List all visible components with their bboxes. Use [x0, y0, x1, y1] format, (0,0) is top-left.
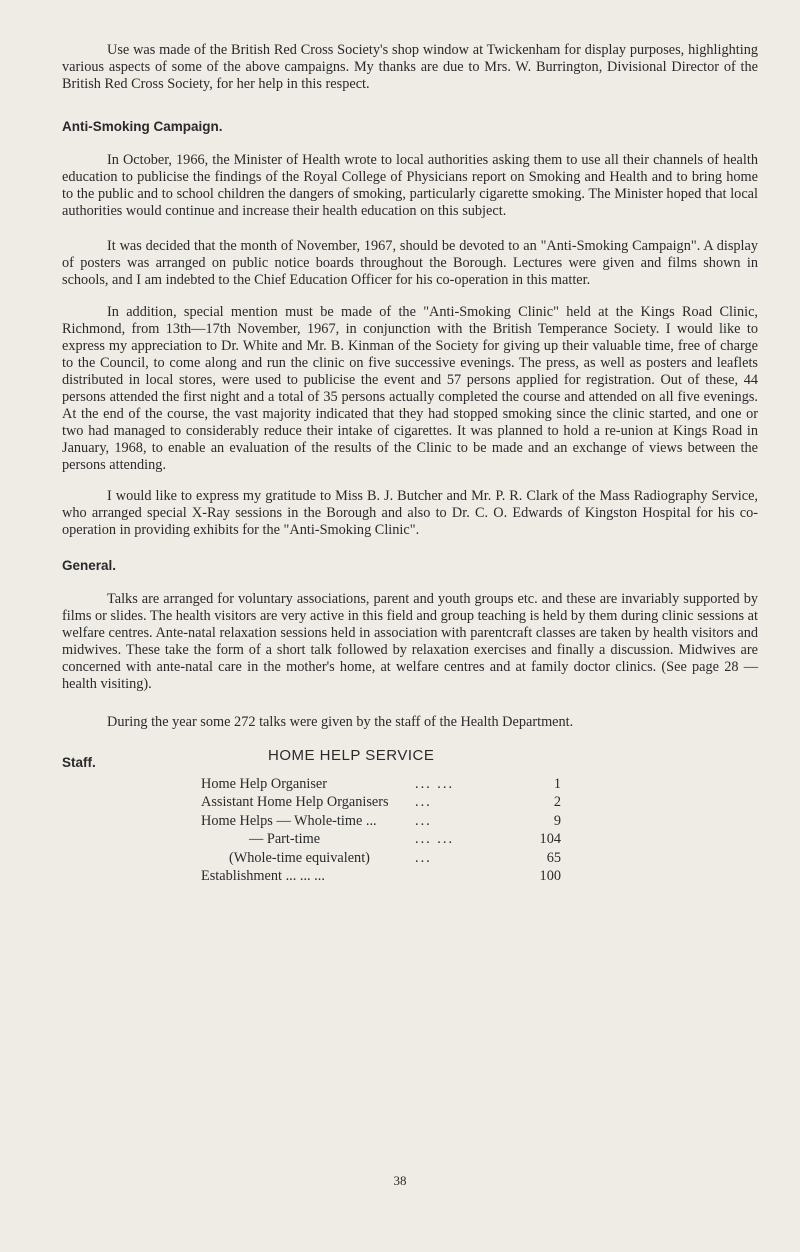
leader-dots: ... ...: [415, 776, 455, 792]
table-row: [201, 830, 561, 848]
paragraph-minister-letter: In October, 1966, the Minister of Health wrote to local authorities asking them to use all their channels of health education to publicise the findings of the Royal College of Physicians report on Smoking and Health and to bring home to the public and to school children the dangers of smoking, particularly cigarette smoking. The Minister hoped that local authorities would continue and increase their health education on this subject.: [62, 152, 758, 219]
leader-dots: [415, 867, 503, 885]
table-row: [201, 849, 561, 867]
document-page: [62, 42, 758, 885]
leader-dots: ...: [415, 812, 432, 829]
paragraph-gratitude: I would like to express my gratitude to Miss B. J. Butcher and Mr. P. R. Clark of the Mass Radiography Service, who arranged special X-Ray sessions in the Borough and also to Dr. C. O. Edwards of Kingston Hospital for his co-operation in providing exhibits for the "Anti-Smoking Clinic".: [62, 488, 758, 538]
staff-table: [201, 775, 561, 885]
staff-count: 100: [539, 868, 561, 885]
heading-staff: Staff.: [62, 755, 96, 770]
heading-home-help-service: HOME HELP SERVICE: [268, 747, 435, 764]
staff-count: 104: [539, 831, 561, 848]
heading-general: General.: [62, 558, 117, 573]
staff-count: 65: [546, 849, 561, 866]
staff-role-label: Home Helps — Whole-time ...: [201, 812, 377, 829]
staff-count: 1: [553, 776, 561, 792]
staff-role-label: Home Help Organiser: [201, 776, 327, 792]
leader-dots: ...: [415, 849, 432, 866]
staff-role-label: Assistant Home Help Organisers: [201, 794, 389, 811]
staff-header-row: [62, 747, 758, 771]
table-row: [201, 793, 561, 811]
staff-role-label: Establishment ... ... ...: [201, 868, 325, 885]
leader-dots: ... ...: [415, 831, 455, 848]
page-number: 38: [393, 1173, 407, 1188]
table-row: [201, 775, 561, 793]
table-row: [201, 867, 561, 885]
staff-role-label: — Part-time: [249, 831, 321, 848]
staff-count: 9: [553, 812, 561, 829]
staff-role-label: (Whole-time equivalent): [229, 849, 370, 866]
leader-dots: ...: [415, 794, 432, 811]
staff-count: 2: [553, 794, 561, 811]
paragraph-talks-arranged: Talks are arranged for voluntary associations, parent and youth groups etc. and these are invariably supported by films or slides. The health visitors are very active in this field and group teaching is held by them during clinic sessions at welfare centres. Ante-natal relaxation sessions held in association with parentcraft classes are taken by health visitors and midwives. These take the form of a short talk followed by relaxation exercises and finally a discussion. Midwives are concerned with ante-natal care in the mother's home, at welfare centres and at family doctor clinics. (See page 28 — health visiting).: [62, 591, 758, 692]
table-row: [201, 812, 561, 830]
paragraph-red-cross-window: Use was made of the British Red Cross Society's shop window at Twickenham for display purposes, highlighting various aspects of some of the above campaigns. My thanks are due to Mrs. W. Burrington, Divisional Director of the British Red Cross Society, for her help in this respect.: [62, 42, 758, 92]
heading-anti-smoking-campaign: Anti-Smoking Campaign.: [62, 119, 223, 134]
paragraph-talks-count: During the year some 272 talks were given by the staff of the Health Department.: [107, 714, 574, 730]
paragraph-anti-smoking-clinic: In addition, special mention must be made of the "Anti-Smoking Clinic" held at the Kings Road Clinic, Richmond, from 13th—17th November, 1967, in conjunction with the British Temperance Society. I would like to express my appreciation to Dr. White and Mr. B. Kinman of the Society for giving up their valuable time, free of charge to the Council, to come along and run the clinic on five successive evenings. The press, as well as posters and leaflets distributed in local stores, were used to publicise the event and 57 persons applied for registration. Out of these, 44 persons attended the first night and a total of 35 persons actually completed the course and attended on all five evenings. At the end of the course, the vast majority indicated that they had stopped smoking since the clinic started, and one or two had managed to considerably reduce their intake of cigarettes. It was planned to hold a re-union at Kings Road in January, 1968, to enable an evaluation of the results of the Clinic to be made and an exchange of views between the persons attending.: [62, 304, 758, 473]
paragraph-november-campaign: It was decided that the month of November, 1967, should be devoted to an "Anti-Smoking Campaign". A display of posters was arranged on public notice boards throughout the Borough. Lectures were given and films shown in schools, and I am indebted to the Chief Education Officer for his co-operation in this matter.: [62, 238, 758, 288]
